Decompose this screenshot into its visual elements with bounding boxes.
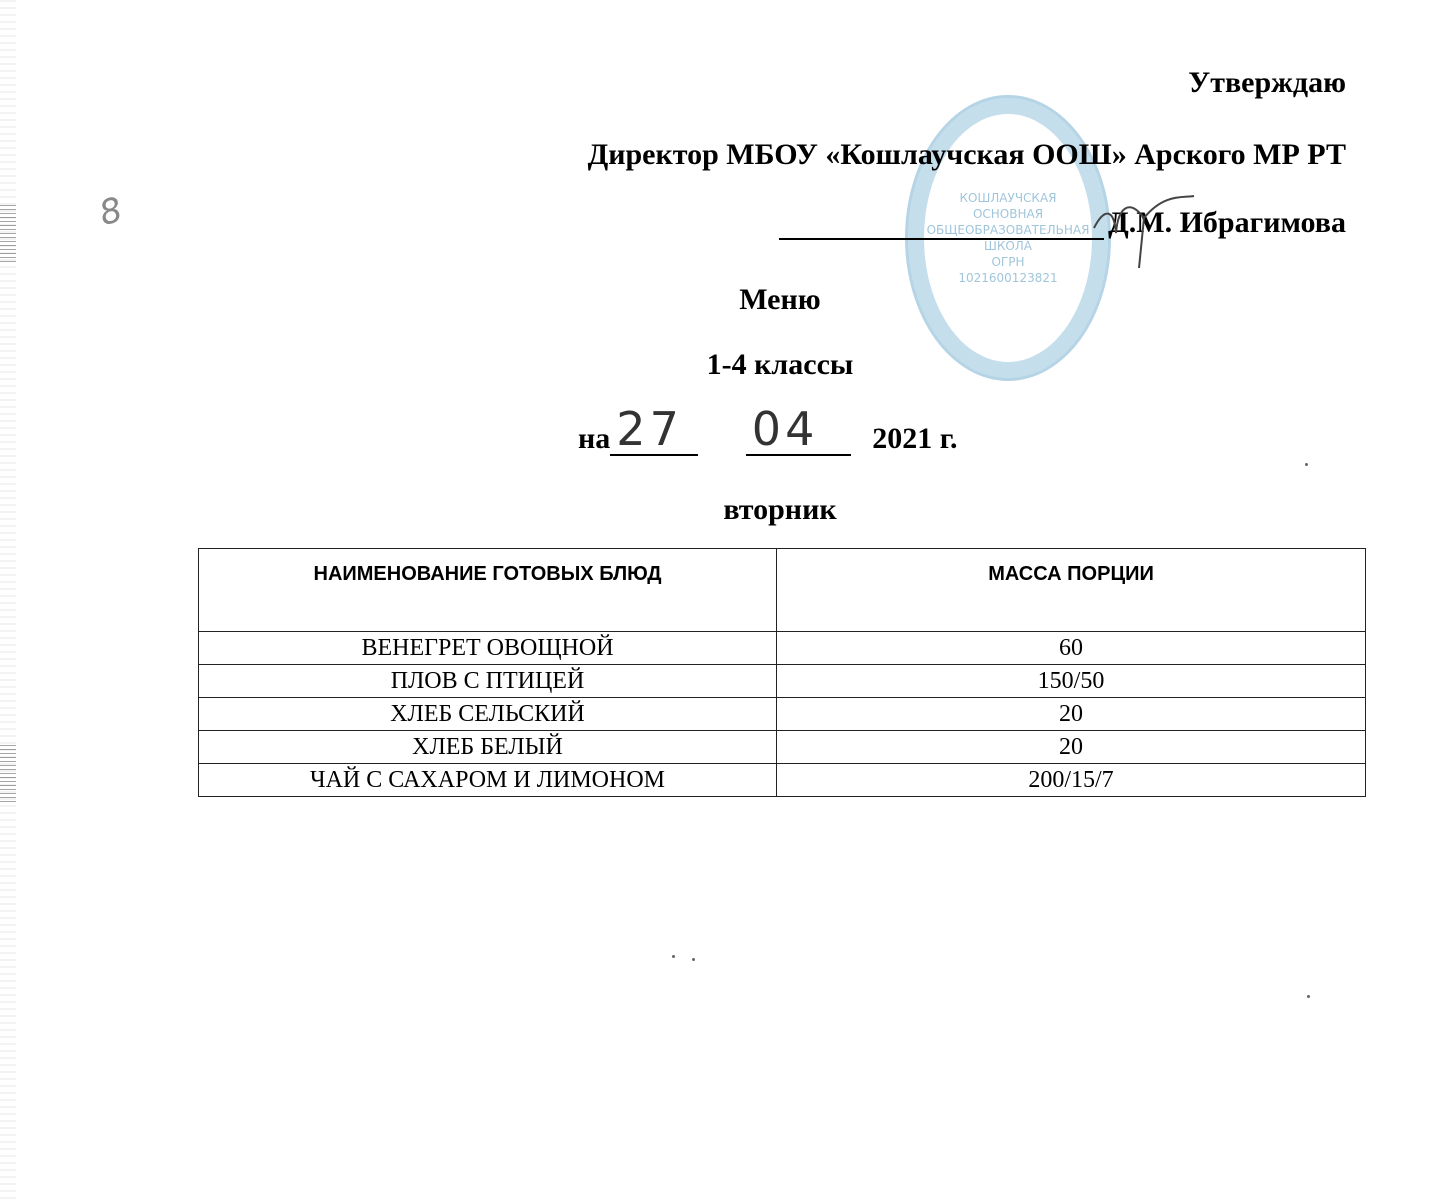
date-prefix: на [578, 422, 611, 455]
scan-speck [1307, 995, 1310, 998]
dish-name: ПЛОВ С ПТИЦЕЙ [199, 665, 777, 698]
dish-mass: 200/15/7 [777, 764, 1366, 797]
signature-line [779, 206, 1346, 240]
scan-speck [672, 955, 675, 958]
date-line [578, 402, 998, 456]
approve-heading: Утверждаю [1188, 66, 1346, 99]
day-blank [610, 402, 698, 456]
dish-mass: 20 [777, 698, 1366, 731]
handwritten-page-number: 8 [95, 189, 127, 235]
weekday-title: вторник [723, 493, 837, 526]
dish-name: ВЕНЕГРЕТ ОВОЩНОЙ [199, 632, 777, 665]
table-header-row [199, 549, 1366, 632]
stamp-line: 1021600123821 [958, 271, 1058, 285]
stamp-line: ОГРН [991, 255, 1025, 269]
scan-edge [0, 0, 16, 1200]
year-text: 2021 г. [872, 422, 958, 455]
stamp-line: КОШЛАУЧСКАЯ [959, 191, 1057, 205]
month-blank [746, 402, 851, 456]
stamp-line: ОСНОВНАЯ [972, 207, 1044, 221]
table-row [199, 764, 1366, 797]
dish-name: ХЛЕБ СЕЛЬСКИЙ [199, 698, 777, 731]
director-line: Директор МБОУ «Кошлаучская ООШ» Арского МР РТ [587, 138, 1346, 171]
stamp-line: ШКОЛА [983, 239, 1033, 253]
dish-mass: 20 [777, 731, 1366, 764]
table-row [199, 698, 1366, 731]
dish-mass: 60 [777, 632, 1366, 665]
scan-speck [692, 958, 695, 961]
menu-title: Меню [739, 283, 821, 316]
dish-name: ХЛЕБ БЕЛЫЙ [199, 731, 777, 764]
menu-table [198, 548, 1366, 797]
dish-mass: 150/50 [777, 665, 1366, 698]
signature-blank [779, 208, 1104, 240]
dish-name: ЧАЙ С САХАРОМ И ЛИМОНОМ [199, 764, 777, 797]
table-row [199, 665, 1366, 698]
grades-title: 1-4 классы [706, 348, 854, 381]
table-row [199, 731, 1366, 764]
signer-name: Д.М. Ибрагимова [1108, 206, 1346, 239]
scan-edge-mark [0, 205, 16, 265]
stamp-line: ОБЩЕОБРАЗОВАТЕЛЬНАЯ [926, 223, 1090, 237]
column-header-dish: НАИМЕНОВАНИЕ ГОТОВЫХ БЛЮД [199, 549, 777, 632]
handwritten-month: 04 [751, 402, 819, 456]
handwritten-day: 27 [616, 402, 683, 456]
scan-edge-mark [0, 745, 16, 805]
table-row [199, 632, 1366, 665]
signature-icon [1084, 188, 1204, 278]
column-header-mass: МАССА ПОРЦИИ [777, 549, 1366, 632]
scan-speck [1305, 463, 1308, 466]
